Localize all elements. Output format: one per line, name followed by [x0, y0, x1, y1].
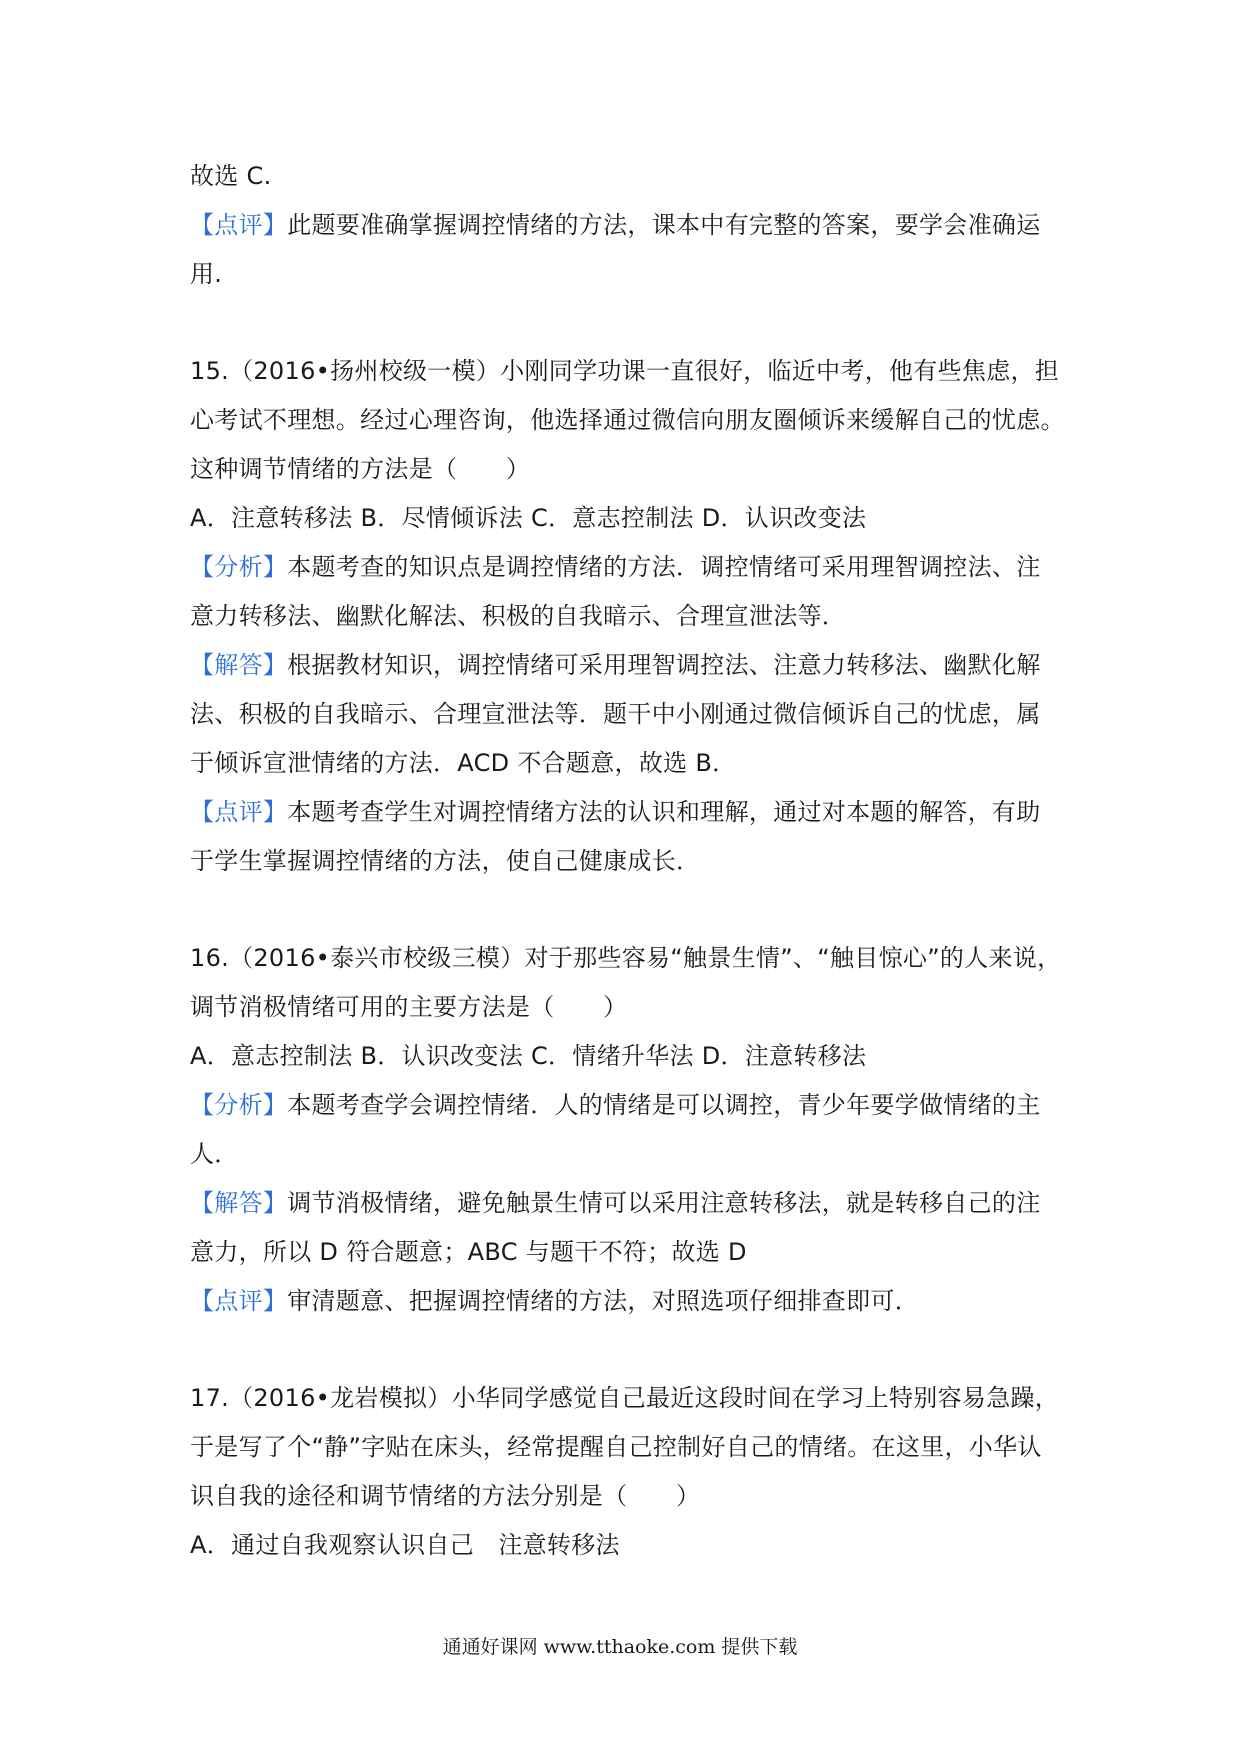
q16-analysis-cont: 人． — [190, 1140, 239, 1168]
q17-stem-cont: 识自我的途径和调节情绪的方法分别是（ ） — [190, 1482, 701, 1510]
analysis-text: 本题考查的知识点是调控情绪的方法．调控情绪可采用理智调控法、注 — [287, 553, 1041, 581]
comment-tag: 【点评】 — [190, 211, 288, 239]
answer-text: 调节消极情绪，避免触景生情可以采用注意转移法，就是转移自己的注 — [287, 1189, 1041, 1217]
q16-comment — [190, 1277, 1070, 1326]
q15-analysis-cont: 意力转移法、幽默化解法、积极的自我暗示、合理宣泄法等． — [190, 602, 847, 630]
q16-stem: 16.（2016•泰兴市校级三模）对于那些容易“触景生情”、“触目惊心”的人来说， — [190, 944, 1062, 972]
answer-tag: 【解答】 — [190, 1189, 288, 1217]
analysis-text: 本题考查学会调控情绪．人的情绪是可以调控，青少年要学做情绪的主 — [287, 1091, 1041, 1119]
q16-answer-cont: 意力，所以 D 符合题意；ABC 与题干不符；故选 D — [190, 1238, 747, 1266]
q15-analysis — [190, 543, 1070, 592]
q17-stem: 17.（2016•龙岩模拟）小华同学感觉自己最近这段时间在学习上特别容易急躁， — [190, 1384, 1060, 1412]
q14-comment-cont: 用. — [190, 260, 223, 288]
analysis-tag: 【分析】 — [190, 1091, 288, 1119]
q16-stem-cont: 调节消极情绪可用的主要方法是（ ） — [190, 993, 628, 1021]
spacer — [190, 886, 1070, 934]
q15-answer-cont: 法、积极的自我暗示、合理宣泄法等．题干中小刚通过微信倾诉自己的忧虑，属 — [190, 700, 1041, 728]
spacer — [190, 299, 1070, 347]
q15-stem: 15.（2016•扬州校级一模）小刚同学功课一直很好，临近中考，他有些焦虑，担 — [190, 357, 1060, 385]
q16-answer — [190, 1179, 1070, 1228]
answer-text: 根据教材知识，调控情绪可采用理智调控法、注意力转移法、幽默化解 — [287, 651, 1041, 679]
q15-options: A．注意转移法 B．尽情倾诉法 C．意志控制法 D．认识改变法 — [190, 504, 867, 532]
q14-comment — [190, 201, 1070, 250]
q15-answer — [190, 641, 1070, 690]
q15-answer-cont: 于倾诉宣泄情绪的方法．ACD 不合题意，故选 B． — [190, 749, 737, 777]
q15-stem-cont: 心考试不理想。经过心理咨询，他选择通过微信向朋友圈倾诉来缓解自己的忧虑。 — [190, 406, 1065, 434]
comment-text: 本题考查学生对调控情绪方法的认识和理解，通过对本题的解答，有助 — [287, 798, 1041, 826]
q16-options: A．意志控制法 B．认识改变法 C．情绪升华法 D．注意转移法 — [190, 1042, 867, 1070]
comment-text: 审清题意、把握调控情绪的方法，对照选项仔细排查即可． — [287, 1287, 920, 1315]
q17-stem-cont: 于是写了个“静”字贴在床头，经常提醒自己控制好自己的情绪。在这里，小华认 — [190, 1433, 1042, 1461]
comment-tag: 【点评】 — [190, 798, 288, 826]
page-footer: 通通好课网 www.tthaoke.com 提供下载 — [442, 1636, 798, 1658]
q16-analysis — [190, 1081, 1070, 1130]
q15-comment — [190, 788, 1070, 837]
comment-text: 此题要准确掌握调控情绪的方法，课本中有完整的答案，要学会准确运 — [287, 211, 1041, 239]
document-content — [190, 152, 1070, 1570]
comment-tag: 【点评】 — [190, 1287, 288, 1315]
q15-comment-cont: 于学生掌握调控情绪的方法，使自己健康成长． — [190, 847, 701, 875]
analysis-tag: 【分析】 — [190, 553, 288, 581]
spacer — [190, 1326, 1070, 1374]
q14-conclusion: 故选 C. — [190, 162, 272, 190]
q17-option-a: A．通过自我观察认识自己 注意转移法 — [190, 1531, 620, 1559]
answer-tag: 【解答】 — [190, 651, 288, 679]
q15-stem-cont: 这种调节情绪的方法是（ ） — [190, 455, 531, 483]
